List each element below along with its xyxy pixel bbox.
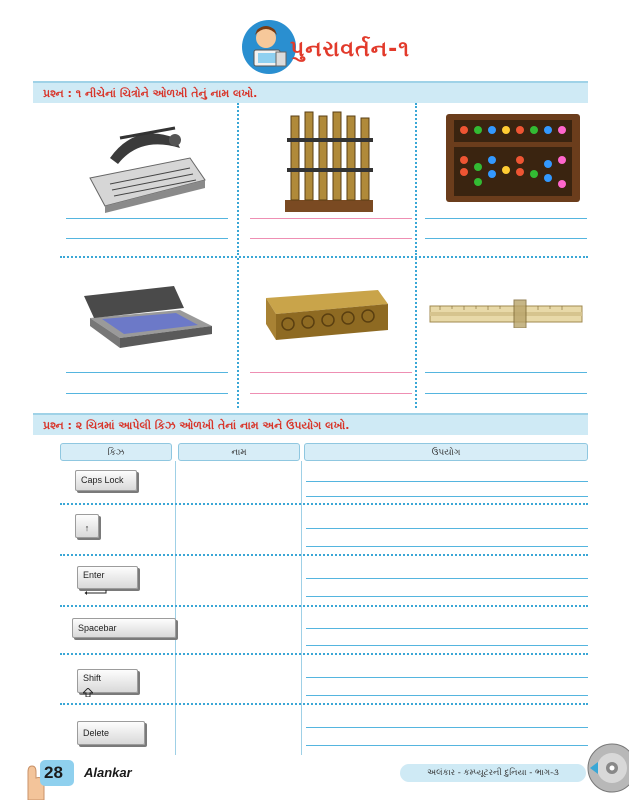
usage-line[interactable] xyxy=(306,677,588,678)
difference-engine-image xyxy=(283,108,375,214)
page-number: 28 xyxy=(44,763,63,782)
answer-line[interactable] xyxy=(425,218,587,219)
row-divider xyxy=(60,605,588,607)
delete-key: Delete xyxy=(77,721,145,745)
answer-line[interactable] xyxy=(66,393,228,394)
scanner-image xyxy=(80,282,216,354)
question-2-bar: પ્રશ્ન : ૨ ચિત્રમાં આપેલી કિઝ ઓળખી તેનાં નામ અને ઉપયોગ લખો. xyxy=(33,413,588,435)
grid-divider xyxy=(237,258,239,408)
grid-divider xyxy=(237,103,239,255)
answer-line[interactable] xyxy=(250,372,412,373)
answer-line[interactable] xyxy=(250,393,412,394)
usage-line[interactable] xyxy=(306,628,588,629)
pascaline-image xyxy=(262,286,390,342)
grid-divider xyxy=(415,258,417,408)
up-arrow-key: ↑ xyxy=(75,514,99,538)
series-label: અલંકાર - કમ્પ્યૂટરની દુનિયા - ભાગ-૩ xyxy=(400,764,586,782)
answer-line[interactable] xyxy=(425,238,587,239)
column-divider xyxy=(301,461,302,755)
spacebar-key: Spacebar xyxy=(72,618,176,638)
header-name: નામ xyxy=(178,443,300,461)
row-divider xyxy=(60,503,588,505)
answer-line[interactable] xyxy=(66,372,228,373)
typewriter-image xyxy=(80,118,210,213)
caps-lock-key: Caps Lock xyxy=(75,470,137,491)
header-key: કિઝ xyxy=(60,443,172,461)
enter-arrow-icon xyxy=(84,581,108,587)
answer-line[interactable] xyxy=(425,372,587,373)
answer-line[interactable] xyxy=(66,218,228,219)
shift-arrow-icon xyxy=(83,682,93,691)
cd-icon xyxy=(586,742,629,794)
usage-line[interactable] xyxy=(306,745,588,746)
grid-divider xyxy=(415,103,417,255)
page-title: પુનરાવર્તન-૧ xyxy=(290,37,411,62)
row-divider xyxy=(60,653,588,655)
answer-line[interactable] xyxy=(425,393,587,394)
usage-line[interactable] xyxy=(306,695,588,696)
header-use: ઉપયોગ xyxy=(304,443,588,461)
usage-line[interactable] xyxy=(306,481,588,482)
usage-line[interactable] xyxy=(306,596,588,597)
question-1-bar: પ્રશ્ન : ૧ નીચેનાં ચિત્રોને ઓળખી તેનું નામ લખો. xyxy=(33,81,588,103)
answer-line[interactable] xyxy=(66,238,228,239)
answer-line[interactable] xyxy=(250,238,412,239)
grid-divider xyxy=(60,256,588,258)
row-divider xyxy=(60,554,588,556)
usage-line[interactable] xyxy=(306,727,588,728)
enter-key: Enter xyxy=(77,566,138,589)
usage-line[interactable] xyxy=(306,546,588,547)
usage-line[interactable] xyxy=(306,578,588,579)
answer-line[interactable] xyxy=(250,218,412,219)
abacus-image xyxy=(444,112,582,204)
brand-logo: Alankar xyxy=(84,765,132,780)
usage-line[interactable] xyxy=(306,496,588,497)
column-divider xyxy=(175,461,176,755)
usage-line[interactable] xyxy=(306,528,588,529)
slide-rule-image xyxy=(428,298,584,328)
usage-line[interactable] xyxy=(306,645,588,646)
shift-key: Shift xyxy=(77,669,138,693)
row-divider xyxy=(60,703,588,705)
